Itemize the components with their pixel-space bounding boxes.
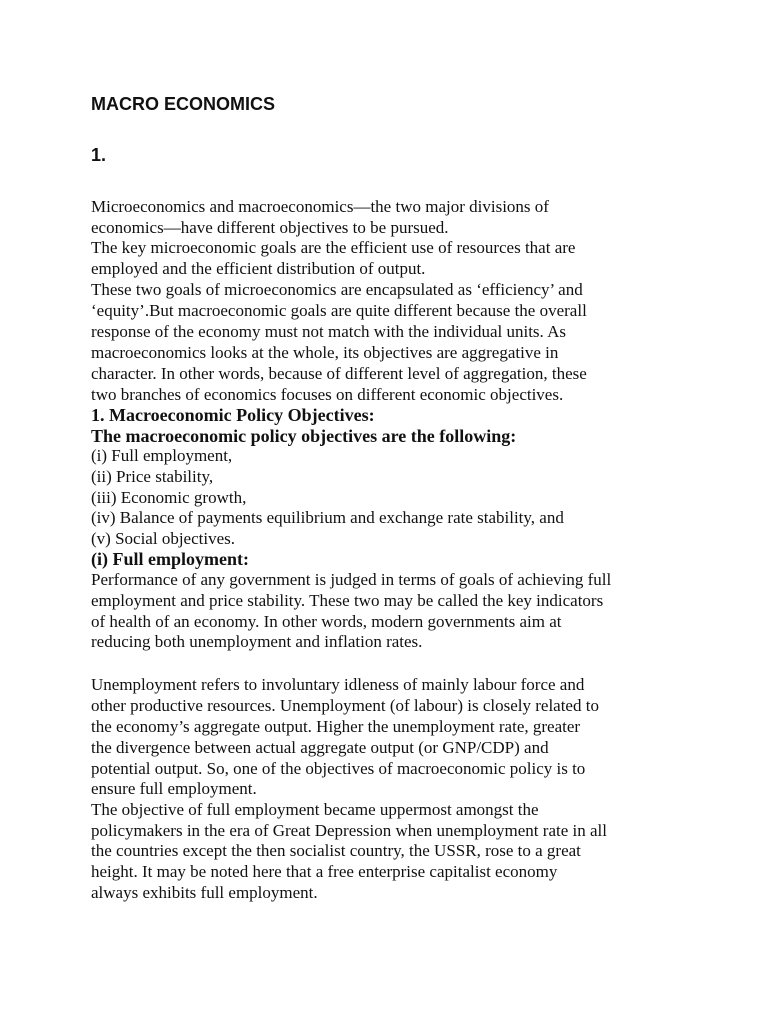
text-line: ‘equity’.But macroeconomic goals are quite different because the overall: [91, 301, 587, 320]
text-line: (i) Full employment,: [91, 446, 233, 465]
section-number: 1.: [91, 145, 107, 165]
text-line: (iv) Balance of payments equilibrium and exchange rate stability, and: [91, 508, 564, 527]
text-line: reducing both unemployment and inflation rates.: [91, 632, 423, 651]
text-line: the countries except the then socialist country, the USSR, rose to a great: [91, 841, 581, 860]
text-line: The objective of full employment became uppermost amongst the: [91, 800, 539, 819]
section-heading: (i) Full employment:: [91, 549, 249, 569]
text-line: The key microeconomic goals are the efficient use of resources that are: [91, 238, 576, 257]
text-line: potential output. So, one of the objectives of macroeconomic policy is to: [91, 759, 586, 778]
text-line: (iii) Economic growth,: [91, 488, 247, 507]
text-line: These two goals of microeconomics are encapsulated as ‘efficiency’ and: [91, 280, 583, 299]
text-line: Unemployment refers to involuntary idleness of mainly labour force and: [91, 675, 585, 694]
text-line: other productive resources. Unemployment (of labour) is closely related to: [91, 696, 599, 715]
text-line: macroeconomics looks at the whole, its objectives are aggregative in: [91, 343, 559, 362]
text-line: Performance of any government is judged in terms of goals of achieving full: [91, 570, 612, 589]
text-line: always exhibits full employment.: [91, 883, 318, 902]
text-line: two branches of economics focuses on different economic objectives.: [91, 385, 564, 404]
text-line: (ii) Price stability,: [91, 467, 214, 486]
text-line: response of the economy must not match with the individual units. As: [91, 322, 566, 341]
text-line: policymakers in the era of Great Depression when unemployment rate in all: [91, 821, 607, 840]
text-line: economics—have different objectives to be pursued.: [91, 218, 449, 237]
text-line: ensure full employment.: [91, 779, 257, 798]
section-heading: The macroeconomic policy objectives are the following:: [91, 426, 517, 446]
document-title: MACRO ECONOMICS: [91, 94, 275, 114]
text-line: of health of an economy. In other words, modern governments aim at: [91, 612, 562, 631]
text-line: (v) Social objectives.: [91, 529, 235, 548]
text-line: the economy’s aggregate output. Higher the unemployment rate, greater: [91, 717, 581, 736]
text-line: Microeconomics and macroeconomics—the two major divisions of: [91, 197, 549, 216]
text-line: height. It may be noted here that a free enterprise capitalist economy: [91, 862, 558, 881]
text-line: the divergence between actual aggregate output (or GNP/CDP) and: [91, 738, 549, 757]
text-line: character. In other words, because of different level of aggregation, these: [91, 364, 587, 383]
text-line: employment and price stability. These two may be called the key indicators: [91, 591, 604, 610]
section-heading: 1. Macroeconomic Policy Objectives:: [91, 405, 375, 425]
text-line: employed and the efficient distribution of output.: [91, 259, 426, 278]
